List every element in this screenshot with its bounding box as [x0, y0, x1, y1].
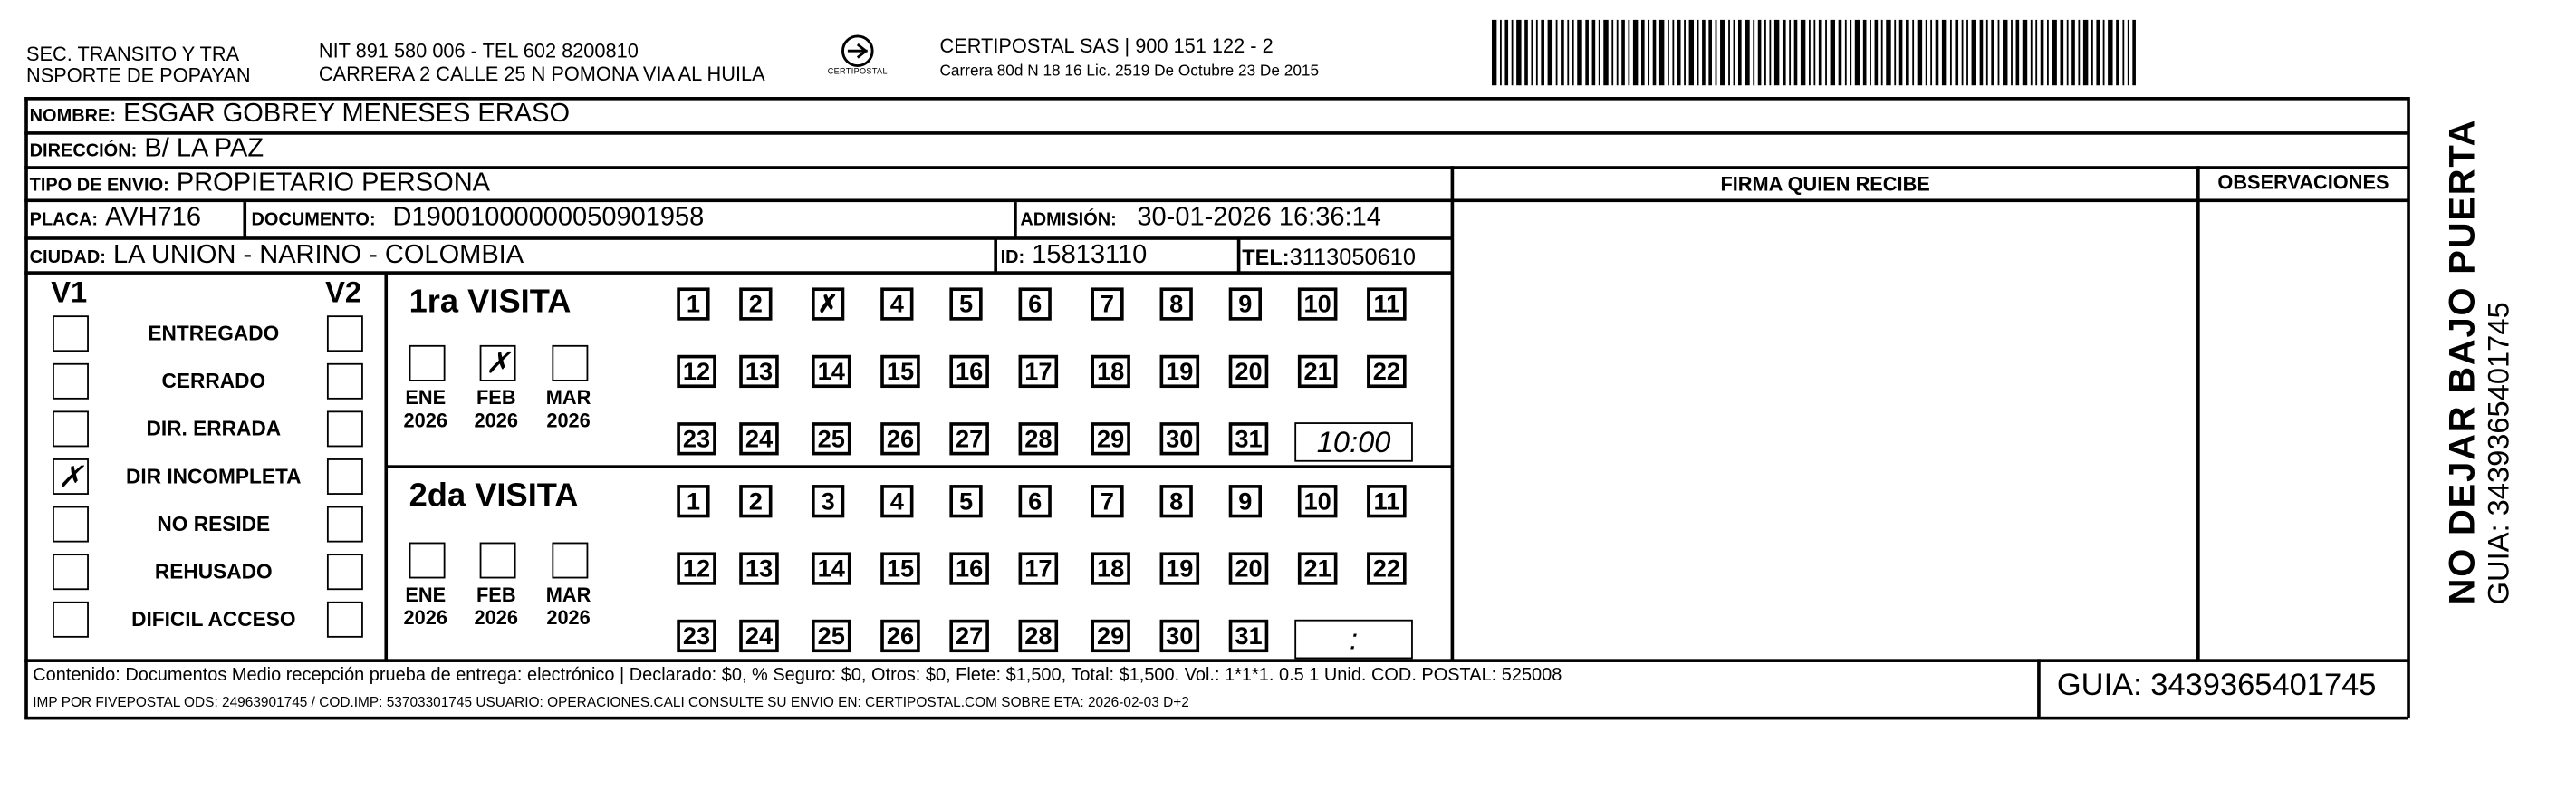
- barcode-bar: [1592, 20, 1596, 86]
- day-box[interactable]: 11: [1367, 287, 1407, 320]
- barcode-bar: [1764, 20, 1766, 86]
- barcode-bar: [1809, 20, 1811, 86]
- day-box[interactable]: 4: [880, 287, 913, 320]
- barcode-bar: [1708, 20, 1712, 86]
- day-box[interactable]: 13: [739, 552, 779, 584]
- barcode-bar: [1621, 20, 1625, 86]
- barcode-bar: [1577, 20, 1581, 86]
- barcode-bar: [1561, 20, 1564, 86]
- day-box[interactable]: 22: [1367, 355, 1407, 388]
- day-box[interactable]: 10: [1298, 287, 1338, 320]
- barcode-bar: [2061, 20, 2064, 86]
- barcode-bar: [1813, 20, 1815, 86]
- status-v2-checkbox[interactable]: [327, 363, 363, 400]
- admision-label: ADMISIÓN:: [1020, 210, 1117, 230]
- barcode-bar: [1926, 20, 1927, 86]
- day-box[interactable]: 5: [949, 287, 982, 320]
- day-box[interactable]: 16: [949, 355, 989, 388]
- barcode-bar: [1870, 20, 1871, 86]
- day-box[interactable]: 25: [812, 422, 851, 455]
- observations-area[interactable]: [2200, 200, 2408, 659]
- day-box[interactable]: 26: [880, 620, 920, 652]
- carrier-name: CERTIPOSTAL SAS | 900 151 122 - 2: [939, 34, 1274, 58]
- barcode-bar: [2023, 20, 2027, 86]
- nombre-label: NOMBRE:: [29, 106, 116, 127]
- day-box[interactable]: 24: [739, 620, 779, 652]
- status-v2-checkbox[interactable]: [327, 315, 363, 352]
- day-box[interactable]: 22: [1367, 552, 1407, 584]
- day-box[interactable]: 3: [812, 485, 844, 517]
- barcode-bar: [2011, 20, 2013, 86]
- v2-header: V2: [325, 275, 362, 309]
- status-v1-checkbox[interactable]: [53, 315, 89, 352]
- barcode-bar: [1894, 20, 1896, 86]
- status-label: DIR. ERRADA: [146, 417, 282, 441]
- day-box[interactable]: 2: [739, 287, 772, 320]
- status-label: ENTREGADO: [148, 322, 280, 345]
- status-label: DIFICIL ACCESO: [131, 608, 296, 632]
- barcode-bar: [2067, 20, 2069, 86]
- day-box[interactable]: 29: [1091, 422, 1130, 455]
- day-box[interactable]: 9: [1229, 287, 1262, 320]
- status-v2-checkbox[interactable]: [327, 602, 363, 638]
- barcode-bar: [1950, 20, 1952, 86]
- imp-text: IMP POR FIVEPOSTAL ODS: 24963901745 / COD.IMP: 53703301745 USUARIO: OPERACIONES.CALI CONSULTE SU ENVIO EN: CERTIPOSTAL.COM SOBRE ETA: 2026-02-03 D+2: [33, 693, 1189, 710]
- barcode-bar: [1585, 20, 1589, 86]
- admision-value: 30-01-2026 16:36:14: [1137, 203, 1381, 232]
- barcode-bar: [2096, 20, 2100, 86]
- barcode-bar: [1831, 20, 1835, 86]
- id-field: [1001, 242, 1148, 273]
- day-box[interactable]: 19: [1160, 552, 1200, 584]
- barcode-bar: [1603, 20, 1608, 86]
- barcode-bar: [2078, 20, 2080, 86]
- barcode-bar: [1758, 20, 1762, 86]
- day-box[interactable]: 21: [1298, 355, 1338, 388]
- barcode-bar: [1541, 20, 1544, 86]
- tipo-envio-value: PROPIETARIO PERSONA: [176, 169, 491, 198]
- status-label: CERRADO: [161, 370, 266, 393]
- barcode-bar: [2003, 20, 2007, 86]
- status-label: NO RESIDE: [157, 512, 271, 536]
- barcode-bar: [1769, 20, 1771, 86]
- barcode-bar: [2035, 20, 2037, 86]
- day-box[interactable]: 18: [1091, 552, 1130, 584]
- barcode-bar: [1819, 20, 1822, 86]
- barcode-bar: [1801, 20, 1805, 86]
- contenido-text: Contenido: Documentos Medio recepción prueba de entrega: electrónico | Declarado: $0, % Seguro: $0, Otros: $0, Flete: $1,500, Total: $1,500. Vol.: 1*1*1. 0.5 1 Unid. COD. POSTAL: 525008: [33, 665, 1562, 686]
- day-box[interactable]: ✗: [812, 287, 844, 320]
- day-box[interactable]: 12: [677, 552, 716, 584]
- barcode-bar: [1720, 20, 1725, 86]
- barcode-bar: [1734, 20, 1735, 86]
- day-box[interactable]: 25: [812, 620, 851, 652]
- barcode-bar: [1875, 20, 1879, 86]
- certipostal-logo: [818, 31, 897, 87]
- month-label: FEB 2026: [474, 583, 518, 630]
- sender-name-line1: SEC. TRANSITO Y TRA: [26, 43, 240, 66]
- day-box[interactable]: 20: [1229, 552, 1269, 584]
- barcode-bar: [1794, 20, 1798, 86]
- visit1-title: 1ra VISITA: [409, 284, 572, 321]
- day-box[interactable]: 21: [1298, 552, 1338, 584]
- barcode-bar: [1536, 20, 1538, 86]
- barcode-bar: [1753, 20, 1754, 86]
- barcode-bar: [1653, 20, 1657, 86]
- barcode-bar: [1966, 20, 1968, 86]
- barcode-bar: [2108, 20, 2112, 86]
- status-v2-checkbox[interactable]: [327, 506, 363, 543]
- day-box[interactable]: 8: [1160, 287, 1193, 320]
- day-box[interactable]: 24: [739, 422, 779, 455]
- barcode-bar: [1942, 20, 1946, 86]
- firma-header: FIRMA QUIEN RECIBE: [1720, 172, 1930, 196]
- admision-field: [1020, 204, 1380, 235]
- observaciones-header: OBSERVACIONES: [2217, 170, 2389, 195]
- status-label: REHUSADO: [154, 560, 273, 583]
- side-notice: [2422, 99, 2537, 624]
- placa-label: PLACA:: [29, 210, 99, 230]
- barcode-bar: [1697, 20, 1699, 86]
- day-box[interactable]: 9: [1229, 485, 1262, 517]
- barcode-bar: [1962, 20, 1964, 86]
- month-checkbox[interactable]: [552, 345, 588, 381]
- signature-area[interactable]: [1454, 200, 2196, 659]
- status-v1-checkbox[interactable]: [53, 602, 89, 638]
- barcode-bar: [1641, 20, 1645, 86]
- barcode-bar: [1738, 20, 1742, 86]
- barcode-bar: [1617, 20, 1619, 86]
- barcode-bar: [1611, 20, 1613, 86]
- tipo-envio-row: [30, 169, 490, 200]
- barcode-bar: [1991, 20, 1994, 86]
- day-box[interactable]: 2: [739, 485, 772, 517]
- month-checkbox[interactable]: ✗: [480, 345, 516, 381]
- day-box[interactable]: 29: [1091, 620, 1130, 652]
- nombre-value: ESGAR GOBREY MENESES ERASO: [123, 100, 571, 129]
- barcode-bar: [2031, 20, 2033, 86]
- status-v2-checkbox[interactable]: [327, 554, 363, 590]
- day-box[interactable]: 17: [1019, 552, 1059, 584]
- month-checkbox[interactable]: [409, 345, 446, 381]
- tel-label: TEL:: [1242, 245, 1290, 270]
- no-dejar-notice: NO DEJAR BAJO PUERTA: [2441, 118, 2483, 605]
- day-box[interactable]: 6: [1019, 287, 1052, 320]
- barcode-bar: [1986, 20, 1988, 86]
- barcode-bar: [1599, 20, 1600, 86]
- barcode-bar: [2071, 20, 2075, 86]
- day-box[interactable]: 10: [1298, 485, 1338, 517]
- barcode-bar: [1512, 20, 1514, 86]
- day-box[interactable]: 1: [677, 485, 709, 517]
- day-box[interactable]: 26: [880, 422, 920, 455]
- barcode-bar: [1863, 20, 1867, 86]
- barcode-bar: [2041, 20, 2044, 86]
- barcode-bar: [1672, 20, 1674, 86]
- barcode-bar: [1825, 20, 1827, 86]
- day-box[interactable]: 12: [677, 355, 716, 388]
- barcode-bar: [1850, 20, 1851, 86]
- documento-label: DOCUMENTO:: [251, 210, 376, 230]
- side-guia: GUIA: 3439365401745: [2482, 302, 2515, 605]
- day-box[interactable]: 18: [1091, 355, 1130, 388]
- day-box[interactable]: 27: [949, 422, 989, 455]
- barcode-bar: [1972, 20, 1976, 86]
- barcode-bar: [1567, 20, 1569, 86]
- barcode-bar: [1845, 20, 1847, 86]
- barcode-bar: [2122, 20, 2124, 86]
- day-box[interactable]: 30: [1160, 422, 1200, 455]
- day-box[interactable]: 14: [812, 552, 851, 584]
- status-v1-checkbox[interactable]: [53, 554, 89, 590]
- barcode-bar: [1633, 20, 1638, 86]
- sender-address: CARRERA 2 CALLE 25 N POMONA VIA AL HUILA: [318, 62, 765, 86]
- barcode-bar: [2103, 20, 2105, 86]
- barcode-bar: [2116, 20, 2119, 86]
- day-box[interactable]: 20: [1229, 355, 1269, 388]
- ciudad-value: LA UNION - NARINO - COLOMBIA: [112, 241, 524, 270]
- status-v2-checkbox[interactable]: [327, 458, 363, 495]
- barcode-bar: [1918, 20, 1922, 86]
- barcode-bar: [1716, 20, 1717, 86]
- month-label: MAR 2026: [545, 386, 591, 433]
- day-box[interactable]: 7: [1091, 287, 1123, 320]
- barcode-bar: [1745, 20, 1749, 86]
- barcode-bar: [1980, 20, 1984, 86]
- barcode-bar: [1492, 20, 1496, 86]
- barcode-bar: [1628, 20, 1629, 86]
- barcode-bar: [2083, 20, 2088, 86]
- day-box[interactable]: 7: [1091, 485, 1123, 517]
- day-box[interactable]: 27: [949, 620, 989, 652]
- day-box[interactable]: 8: [1160, 485, 1193, 517]
- barcode-bar: [1659, 20, 1664, 86]
- day-box[interactable]: 19: [1160, 355, 1200, 388]
- barcode-bar: [2091, 20, 2093, 86]
- barcode-bar: [1998, 20, 2000, 86]
- v1-header: V1: [51, 275, 88, 309]
- day-box[interactable]: 31: [1229, 422, 1269, 455]
- footer-guia: GUIA: 3439365401745: [2056, 669, 2377, 704]
- day-box[interactable]: 16: [949, 552, 989, 584]
- barcode-bar: [1728, 20, 1730, 86]
- status-label: DIR INCOMPLETA: [126, 465, 302, 488]
- direccion-row: [30, 135, 264, 166]
- barcode-bar: [1548, 20, 1552, 86]
- month-label: ENE 2026: [403, 386, 447, 433]
- direccion-value: B/ LA PAZ: [144, 134, 264, 163]
- day-box[interactable]: 28: [1019, 422, 1059, 455]
- barcode-bar: [1500, 20, 1502, 86]
- day-box[interactable]: 31: [1229, 620, 1269, 652]
- barcode-bar: [1936, 20, 1939, 86]
- day-box[interactable]: 30: [1160, 620, 1200, 652]
- month-checkbox[interactable]: [409, 543, 446, 579]
- tipo-envio-label: TIPO DE ENVIO:: [29, 176, 169, 196]
- nombre-row: [30, 101, 570, 131]
- barcode-bar: [1702, 20, 1706, 86]
- day-box[interactable]: 14: [812, 355, 851, 388]
- barcode-bar: [1783, 20, 1786, 86]
- month-checkbox[interactable]: [480, 543, 516, 579]
- barcode-bar: [1912, 20, 1914, 86]
- barcode-bar: [1789, 20, 1791, 86]
- month-label: ENE 2026: [403, 583, 447, 630]
- status-v1-checkbox[interactable]: [53, 410, 89, 447]
- sender-nit: NIT 891 580 006 - TEL 602 8200810: [318, 39, 639, 63]
- documento-value: D19001000000050901958: [392, 203, 705, 232]
- barcode-bar: [2128, 20, 2129, 86]
- barcode-bar: [1516, 20, 1521, 86]
- barcode-bar: [1524, 20, 1528, 86]
- documento-field: [252, 204, 705, 235]
- placa-value: AVH716: [105, 203, 202, 232]
- barcode-bar: [1855, 20, 1860, 86]
- day-box[interactable]: 15: [880, 355, 920, 388]
- id-value: 15813110: [1032, 241, 1148, 270]
- logo-text: CERTIPOSTAL: [827, 67, 888, 78]
- carrier-license: Carrera 80d N 18 16 Lic. 2519 De Octubre 23 De 2015: [939, 62, 1320, 81]
- barcode-bar: [1774, 20, 1779, 86]
- visit2-title: 2da VISITA: [409, 477, 579, 515]
- month-label: FEB 2026: [474, 386, 518, 433]
- ciudad-field: [30, 242, 524, 273]
- time-box[interactable]: :: [1294, 620, 1413, 660]
- day-box[interactable]: 17: [1019, 355, 1059, 388]
- day-box[interactable]: 11: [1367, 485, 1407, 517]
- direccion-label: DIRECCIÓN:: [29, 140, 138, 161]
- barcode-bar: [1955, 20, 1958, 86]
- barcode-bar: [2052, 20, 2056, 86]
- barcode-bar: [1881, 20, 1883, 86]
- barcode-bar: [1906, 20, 1909, 86]
- sender-name-line2: NSPORTE DE POPAYAN: [26, 63, 251, 88]
- barcode-bar: [1648, 20, 1649, 86]
- day-box[interactable]: 28: [1019, 620, 1059, 652]
- barcode-bar: [2132, 20, 2136, 86]
- status-v1-checkbox[interactable]: [53, 363, 89, 400]
- barcode-bar: [1504, 20, 1508, 86]
- barcode-bar: [1689, 20, 1694, 86]
- barcode-bar: [2016, 20, 2020, 86]
- status-v1-checkbox[interactable]: ✗: [53, 458, 89, 495]
- status-v2-checkbox[interactable]: [327, 410, 363, 447]
- barcode-bar: [2047, 20, 2049, 86]
- day-box[interactable]: 23: [677, 422, 716, 455]
- tel-value: 3113050610: [1289, 243, 1416, 270]
- id-label: ID:: [1000, 247, 1025, 268]
- barcode-bar: [1930, 20, 1932, 86]
- day-box[interactable]: 15: [880, 552, 920, 584]
- barcode-bar: [1668, 20, 1669, 86]
- day-box[interactable]: 5: [949, 485, 982, 517]
- day-box[interactable]: 13: [739, 355, 779, 388]
- month-label: MAR 2026: [545, 583, 591, 630]
- day-box[interactable]: 23: [677, 620, 716, 652]
- placa-field: [30, 204, 201, 235]
- barcode-bar: [1839, 20, 1842, 86]
- barcode-bar: [1556, 20, 1558, 86]
- barcode: [1492, 20, 2182, 86]
- day-box[interactable]: 6: [1019, 485, 1052, 517]
- barcode-bar: [1684, 20, 1686, 86]
- time-box[interactable]: 10:00: [1294, 422, 1413, 462]
- month-checkbox[interactable]: [552, 543, 588, 579]
- tel-field: [1242, 242, 1416, 273]
- barcode-bar: [1677, 20, 1681, 86]
- barcode-bar: [1886, 20, 1890, 86]
- barcode-bar: [1572, 20, 1574, 86]
- barcode-bar: [1531, 20, 1533, 86]
- day-box[interactable]: 4: [880, 485, 913, 517]
- status-v1-checkbox[interactable]: [53, 506, 89, 543]
- barcode-bar: [1899, 20, 1903, 86]
- day-box[interactable]: 1: [677, 287, 709, 320]
- ciudad-label: CIUDAD:: [29, 247, 106, 268]
